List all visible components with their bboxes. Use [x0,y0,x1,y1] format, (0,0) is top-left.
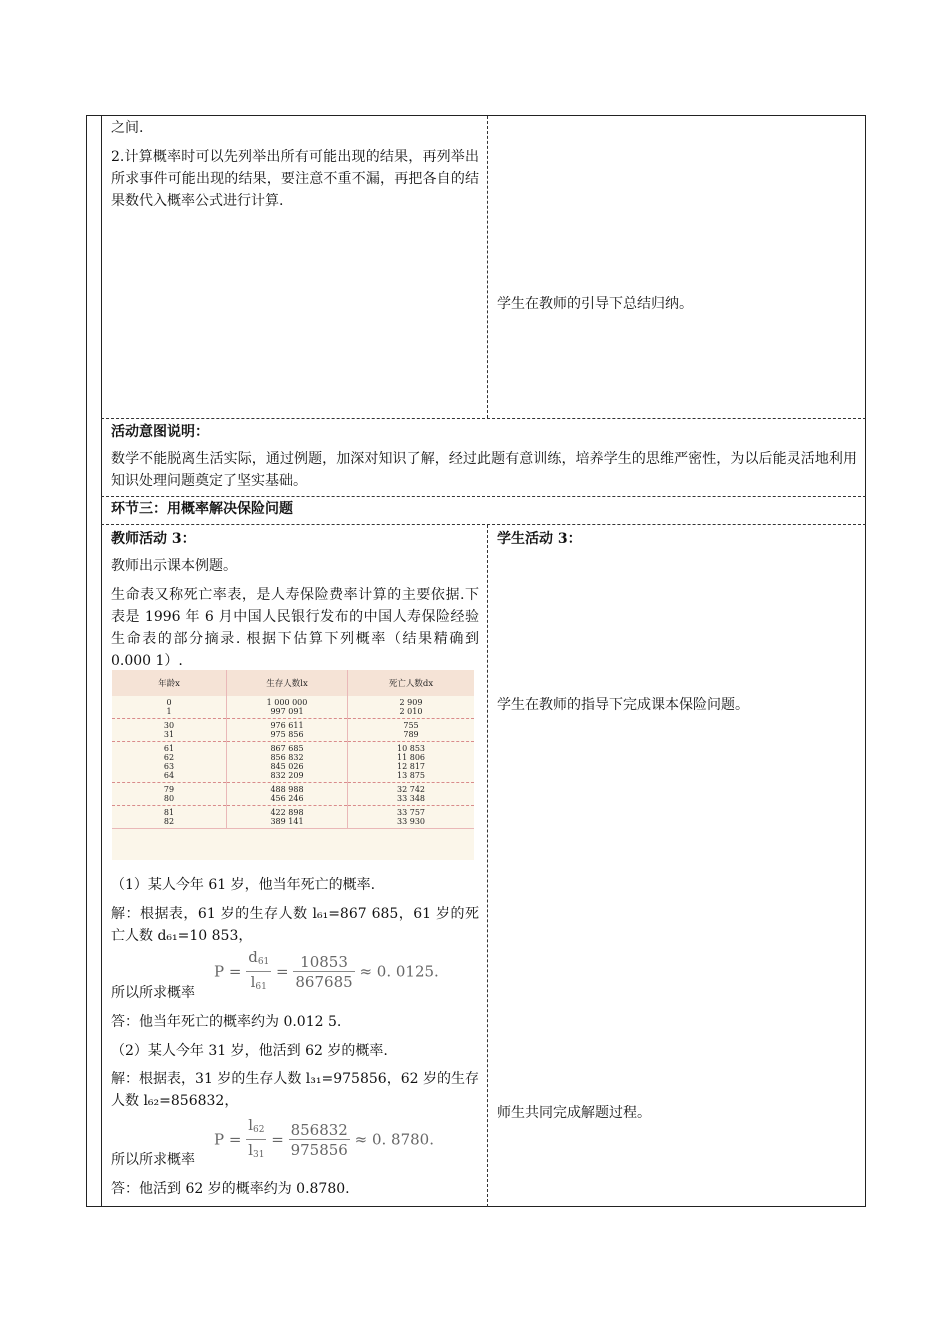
student-line-1: 学生在教师的指导下完成课本保险问题。 [497,697,749,713]
formula-1-frac-symbol [246,948,271,997]
intent-title: 活动意图说明： [111,424,209,440]
f2-den-sym: l [248,1141,254,1159]
answer-1-lead: 所以所求概率 [111,985,195,1001]
question-2: （2）某人今年 31 岁，他活到 62 岁的概率. [111,1043,388,1059]
answer-2: 答：他活到 62 岁的概率约为 0.8780. [111,1181,350,1197]
formula-2-frac-symbol [246,1116,266,1165]
f2-den-val: 975856 [290,1141,348,1159]
cell-alive: 422 898 389 141 [227,806,348,829]
f1-num-val: 10853 [293,953,354,972]
column-divider-top [487,116,488,418]
section-3-title: 环节三：用概率解决保险问题 [111,501,293,517]
cell-age: 61 62 63 64 [112,742,227,783]
intent-body: 数学不能脱离生活实际，通过例题，加深对知识了解，经过此题有意训练，培养学生的思维严密性，为以后能灵活地利用知识处理问题奠定了坚实基础。 [111,451,857,489]
point-2-text: 2.计算概率时可以先列举出所有可能出现的结果，再列举出所求事件可能出现的结果，要注意不重不漏，再把各自的结果数代入概率公式进行计算. [111,149,479,209]
table-row [112,696,474,719]
inner-left-border [101,116,102,1206]
header-dead: 死亡人数dx [348,670,475,696]
f2-num-val: 856832 [290,1121,348,1139]
answer-1-intro: 解：根据表，61 岁的生存人数 l₆₁=867 685，61 岁的死亡人数 d₆₁=10 853， [111,906,479,944]
answer-1: 答：他当年死亡的概率约为 0.012 5. [111,1014,342,1030]
table-row [112,742,474,783]
question-1: （1）某人今年 61 岁，他当年死亡的概率. [111,877,376,893]
cell-alive: 976 611 975 856 [227,719,348,742]
cell-alive: 488 988 456 246 [227,783,348,806]
table-row [112,719,474,742]
cell-age: 81 82 [112,806,227,829]
cell-age: 79 80 [112,783,227,806]
cell-dead: 2 909 2 010 [348,696,475,719]
cell-age: 30 31 [112,719,227,742]
formula-2: P = $\frac{l_{62}}{l_{31}}$ = $\frac{856832}{975856}$ ≈ 0. 8780. [214,1116,434,1165]
cell-alive: 867 685 856 832 845 026 832 209 [227,742,348,783]
student-activity-title: 学生活动 3： [497,531,582,547]
formula-2-lhs: P = [214,1130,242,1149]
column-divider-bottom [487,525,488,1207]
answer-2-lead: 所以所求概率 [111,1152,195,1168]
row-divider [101,496,866,497]
f2-den-sub: 31 [253,1150,265,1160]
f1-num-sym: d [248,948,258,966]
table-row [112,783,474,806]
student-line-2: 师生共同完成解题过程。 [497,1105,651,1121]
cell-dead: 32 742 33 348 [348,783,475,806]
answer-2-intro: 解：根据表，31 岁的生存人数 l₃₁=975856，62 岁的生存人数 l₆₂=856832， [111,1071,479,1109]
formula-2-frac-value [289,1121,350,1160]
continued-text: 之间. [111,120,144,136]
cell-dead: 33 757 33 930 [348,806,475,829]
teacher-intro: 教师出示课本例题。 [111,558,237,574]
cell-dead: 755 789 [348,719,475,742]
row-divider [101,524,866,525]
f2-num-sym: l [248,1116,254,1134]
problem-text: 生命表又称死亡率表，是人寿保险费率计算的主要依据.下表是 1996 年 6 月中国人民银行发布的中国人寿保险经验生命表的部分摘录. 根据下估算下列概率（结果精确到 0.000 1）. [111,587,479,669]
row-divider [101,418,866,419]
f1-num-sub: 61 [257,957,270,967]
student-summary-text: 学生在教师的引导下总结归纳。 [497,296,693,312]
f1-den-val: 867685 [295,973,353,991]
life-table [112,670,474,860]
formula-1-result: ≈ 0. 0125. [359,962,439,981]
header-alive: 生存人数lx [227,670,348,696]
f2-num-sub: 62 [253,1125,265,1135]
cell-alive: 1 000 000 997 091 [227,696,348,719]
f1-den-sub: 61 [255,982,267,992]
table-row [112,806,474,829]
cell-dead: 10 853 11 806 12 817 13 875 [348,742,475,783]
header-age: 年龄x [112,670,227,696]
f1-den-sym: l [250,973,256,991]
formula-1: P = $\frac{d_{61}}{l_{61}}$ = $\frac{10853}{867685}$ ≈ 0. 0125. [214,948,439,997]
formula-1-lhs: P = [214,962,242,981]
teacher-activity-title: 教师活动 3： [111,531,196,547]
cell-age: 0 1 [112,696,227,719]
formula-2-result: ≈ 0. 8780. [354,1130,434,1149]
formula-1-frac-value [293,953,354,992]
